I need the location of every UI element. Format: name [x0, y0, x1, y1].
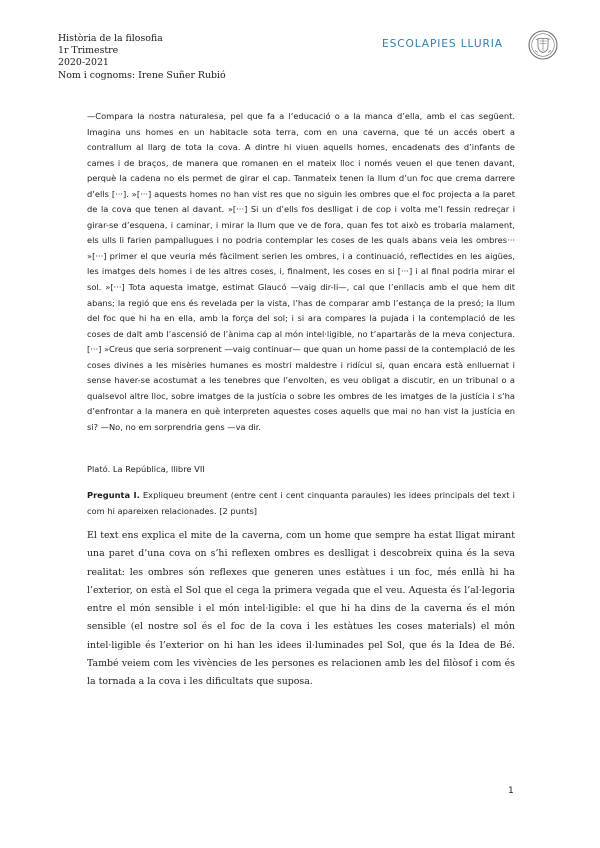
- school-year: 2020-2021: [58, 57, 109, 69]
- student-name: Nom i cognoms: Irene Suñer Rubió: [58, 69, 226, 81]
- term: 1r Trimestre: [58, 45, 119, 57]
- plato-cave-quote: —Compara la nostra naturalesa, pel que fa a l’educació o a la manca d’ella, amb el cas següent. Imagina uns homes en un habitacle sota terra, com en una caverna, que té un accés obert a contrallum al llarg de tota la cova. A dintre hi viuen aquells homes, encadenats des d’infants de cames i de braços, de manera que romanen en el mateix lloc i només veuen el que tenen davant, perquè la cadena no els permet de girar el cap. Tanmateix tenen la llum d’un foc que crema darrere d’ells [···]. »[···] aquests homes no han vist res que no siguin les ombres que el foc projecta a la paret de la cova que tenen al davant. »[···] Si un d’ells fos deslligat i de cop i volta me’l fessin redreçar i girar-se d’esquena, i caminar, i mirar la llum que ve de fora, quan fes tot això es trobaria malament, els ulls li farien pampallugues i no podria contemplar les coses de les quals abans veia les ombres··· »[···] primer el que veuria més fàcilment serien les ombres, i a continuació, reflectides en les aigües, les imatges dels homes i de les altres coses, i, finalment, les coses en si [···] i al final podria mirar el sol. »[···] Tota aquesta imatge, estimat Glaucó —vaig dir-li—, cal que l’enllacis amb el que hem dit abans; la regió que ens és revelada per la vista, l’has de comparar amb l’estança de la presó; la llum del foc que hi ha en ella, amb la força del sol; i si ara compares la pujada i la contemplació de les coses de dalt amb l’ascensió de l’ànima cap al món intel·ligible, no t’apartaràs de la meva conjectura. [···] »Creus que seria sorprenent —vaig continuar— que quan un home passi de la contemplació de les coses divines a les misèries humanes es mostri maldestre i ridícul si, quan encara està enlluernat i sense haver-se acostumat a les tenebres que l’envolten, es veu obligat a discutir, en un tribunal o a qualsevol altre lloc, sobre imatges de la justícia o sobre les ombres de les imatges de la justícia i s’ha d’enfrontar a la manera en què interpreten aquestes coses aquells que mai no han vist la justícia en si? —No, no em sorprendria gens —va dir.: [87, 111, 515, 432]
- page-number: 1: [508, 786, 514, 796]
- course-title: Història de la filosofia: [58, 33, 163, 44]
- school-name: ESCOLAPIES LLURIA: [382, 38, 503, 50]
- question-label: Pregunta I.: [87, 490, 140, 500]
- student-answer: El text ens explica el mite de la caverna, com un home que sempre ha estat lligat mirant una paret d’una cova on s’hi reflexen ombres es deslligat i descobreix quina és la seva realitat: les ombres són reflexes que generen unes estàtues i un foc, més enllà hi ha l’exterior, on està el Sol que el cega la primera vegada que el veu. Aquesta és l’al·legoria entre el món sensible i el món intel·ligible: el que hi ha dins de la caverna és el món sensible (el nostre sol és el foc de la cova i les estàtues les coses materials) el món intel·ligible és l’exterior on hi han les idees il·luminades pel Sol, que és la Idea de Bé. També veiem com les vivències de les persones es relacionen amb les del filòsof i com és la tornada a la cova i les dificultats que suposa.: [87, 530, 515, 688]
- student-header: [58, 33, 226, 82]
- exam-question: [87, 488, 515, 519]
- quote-source: Plató. La República, llibre VII: [87, 464, 205, 474]
- school-seal-icon: [528, 30, 558, 60]
- question-text: Expliqueu breument (entre cent i cent cinquanta paraules) les idees principals del text i com hi apareixen relacionades. [2 punts]: [87, 490, 515, 516]
